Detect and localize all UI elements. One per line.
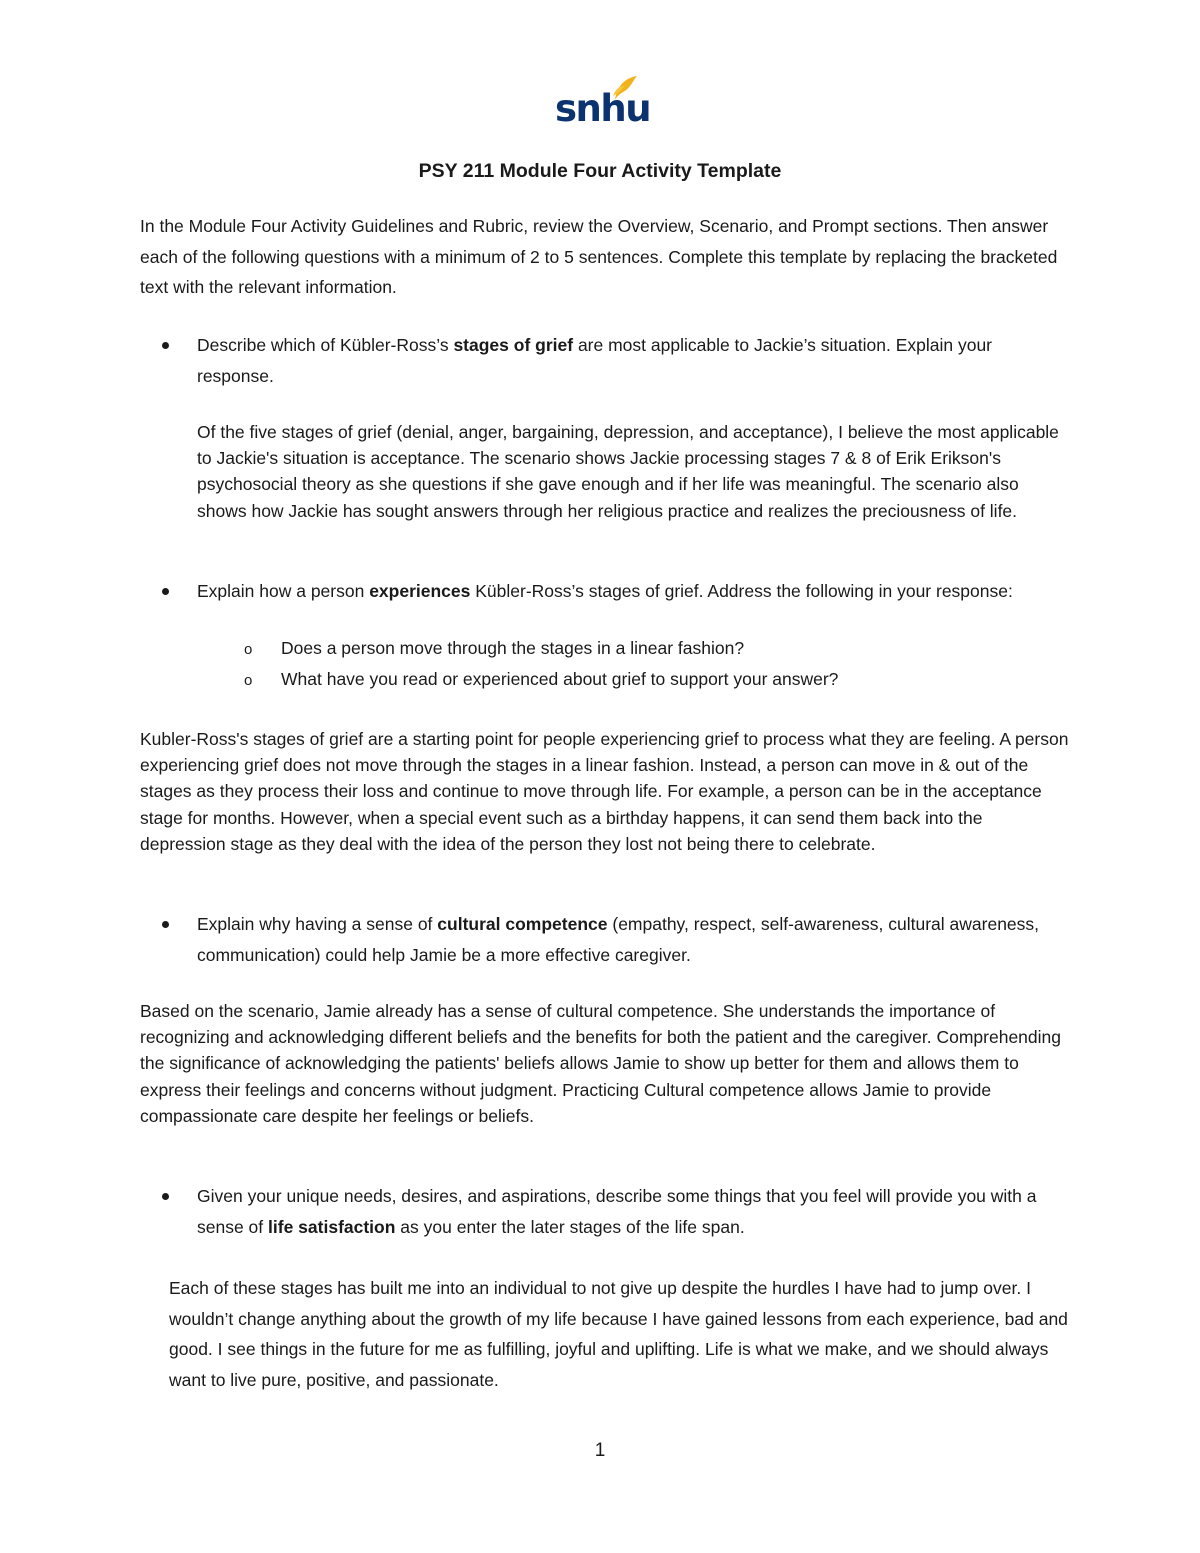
snhu-logo [555, 74, 651, 132]
sub-bullet-marker: o [244, 641, 253, 658]
answer-4: Each of these stages has built me into an individual to not give up despite the hurdles I have had to jump over. I wouldn’t change anything about the growth of my life because I have gained lessons from each experience, bad and good. I see things in the future for me as fulfilling, joyful and uplifting. Life is what we make, and we should always want to live pure, positive, and passionate. [169, 1278, 1068, 1390]
answer-2: Kubler-Ross's stages of grief are a starting point for people experiencing grief to process what they are feeling. A person experiencing grief does not move through the stages in a linear fashion. Instead, a person can move in & out of the stages as they process their loss and continue to move through life. For example, a person can be in the acceptance stage for months. However, when a special event such as a birthday happens, it can send them back into the depression stage as they deal with the idea of the person they lost not being there to celebrate. [140, 729, 1069, 854]
question-2-text: Explain how a person experiences Kübler-Ross’s stages of grief. Address the following in your response: [197, 581, 1013, 601]
question-1-text: Describe which of Kübler-Ross’s stages of grief are most applicable to Jackie’s situation. Explain your response. [197, 335, 993, 386]
bullet-icon [162, 921, 169, 928]
page-number: 1 [594, 1440, 606, 1461]
question-3-text: Explain why having a sense of cultural competence (empathy, respect, self-awareness, cultural awareness, communication) could help Jamie be a more effective caregiver. [197, 914, 1040, 965]
bullet-icon [162, 588, 169, 595]
bullet-icon [162, 1193, 169, 1200]
sub-question-2: What have you read or experienced about grief to support your answer? [281, 669, 839, 689]
question-4-text: Given your unique needs, desires, and aspirations, describe some things that you feel will provide you with a sense of life satisfaction as you enter the later stages of the life span. [197, 1186, 1037, 1237]
sub-bullet-marker: o [244, 672, 253, 689]
bullet-icon [162, 342, 169, 349]
intro-paragraph: In the Module Four Activity Guidelines and Rubric, review the Overview, Scenario, and Prompt sections. Then answer each of the following questions with a minimum of 2 to 5 sentences. Complete this template by replacing the bracketed text with the relevant information. [140, 216, 1058, 297]
page-title: PSY 211 Module Four Activity Template [418, 160, 782, 182]
answer-1: Of the five stages of grief (denial, anger, bargaining, depression, and acceptance), I believe the most applicable to Jackie's situation is acceptance. The scenario shows Jackie processing stages 7 & 8 of Erik Erikson's psychosocial theory as she questions if she gave enough and if her life was meaningful. The scenario also shows how Jackie has sought answers through her religious practice and realizes the preciousness of life. [197, 422, 1059, 521]
logo-text: snhu [555, 87, 651, 130]
answer-3: Based on the scenario, Jamie already has a sense of cultural competence. She understands the importance of recognizing and acknowledging different beliefs and the benefits for both the patient and the caregiver. Comprehending the significance of acknowledging the patients' beliefs allows Jamie to show up better for them and allows them to express their feelings and concerns without judgment. Practicing Cultural competence allows Jamie to provide compassionate care despite her feelings or beliefs. [140, 1001, 1061, 1126]
sub-question-1: Does a person move through the stages in a linear fashion? [281, 638, 745, 658]
